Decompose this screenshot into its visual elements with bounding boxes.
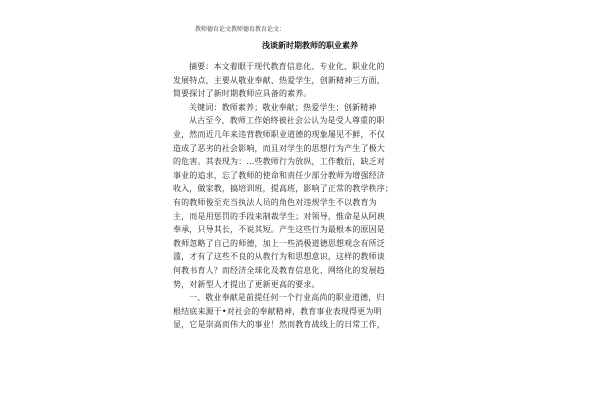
paragraph1-line: 滥，才有了这些不良的从教行为和思想意识，这样的教师谈 xyxy=(173,252,385,262)
document-body xyxy=(173,60,398,332)
paragraph1-line: 势，对新型人才提出了更新更高的要求。 xyxy=(173,279,320,289)
paragraph2-line: 一、敬业奉献是前提任何一个行业高尚的职业道德，归 xyxy=(189,293,385,303)
paragraph2-line: 根结底来源于•对社会的奉献精神，教育事业表现得更为明 xyxy=(173,306,382,316)
paragraph1-line: 的危害。其表现为：…些教师行为放纵，工作敷衍，缺乏对 xyxy=(173,157,385,167)
abstract-line: 发展特点，主要从敬业奉献、热爱学生，创新精神三方面， xyxy=(173,75,385,85)
paragraph1-line: 事业的追求，忘了教师的使命和责任少部分教师为增强经济 xyxy=(173,170,385,180)
keywords-line: 关键词：教师素养；敬业奉献；热爱学生；创新精神 xyxy=(189,102,377,112)
paragraph1-line: 收入，做家教，搞培训班，提高班，影响了正常的教学秩序； xyxy=(173,184,394,194)
paragraph1-line: 有的教师俊至充当执法人员的角色对违规学生不以教育为 xyxy=(173,197,377,207)
paragraph1-line: 奉承，只导其长，不说其短。产生这些行为最根本的原因是 xyxy=(173,225,385,235)
abstract-line: 简要探讨了新时期教师应具备的素养。 xyxy=(173,89,312,99)
paragraph1-line: 从古至今，教师工作始终被社会公认为是受人尊重的职 xyxy=(189,116,385,126)
abstract-line: 摘要：本文着眼于现代教育信息化、专业化、职业化的 xyxy=(189,62,385,71)
page-title: 浅谈新时期教师的职业素养 xyxy=(262,40,358,50)
header-note: 教师德育论文教师德育教育论文： xyxy=(195,26,286,33)
paragraph1-line: 何教书育人？而经济全球化及教育信息化、网络化的发展趋 xyxy=(173,265,385,275)
paragraph1-line: 教师忽略了自己的师德，加上一些消极道德思想观念有所泛 xyxy=(173,238,385,248)
paragraph1-line: 造成了恶劣的社会影响，而且对学生的思想行为产生了极大 xyxy=(173,143,385,153)
paragraph1-line: 业，然而近几年来违背教师职业道德的现象屡见不鲜，不仅 xyxy=(173,129,385,139)
paragraph2-line: 显，它是崇高而伟大的事业！然而教育战线上的日常工作， xyxy=(173,320,385,330)
paragraph1-line: 主，而是用惩罚的手段来制裁学生；对领导，惟命是从阿谀 xyxy=(173,211,385,221)
